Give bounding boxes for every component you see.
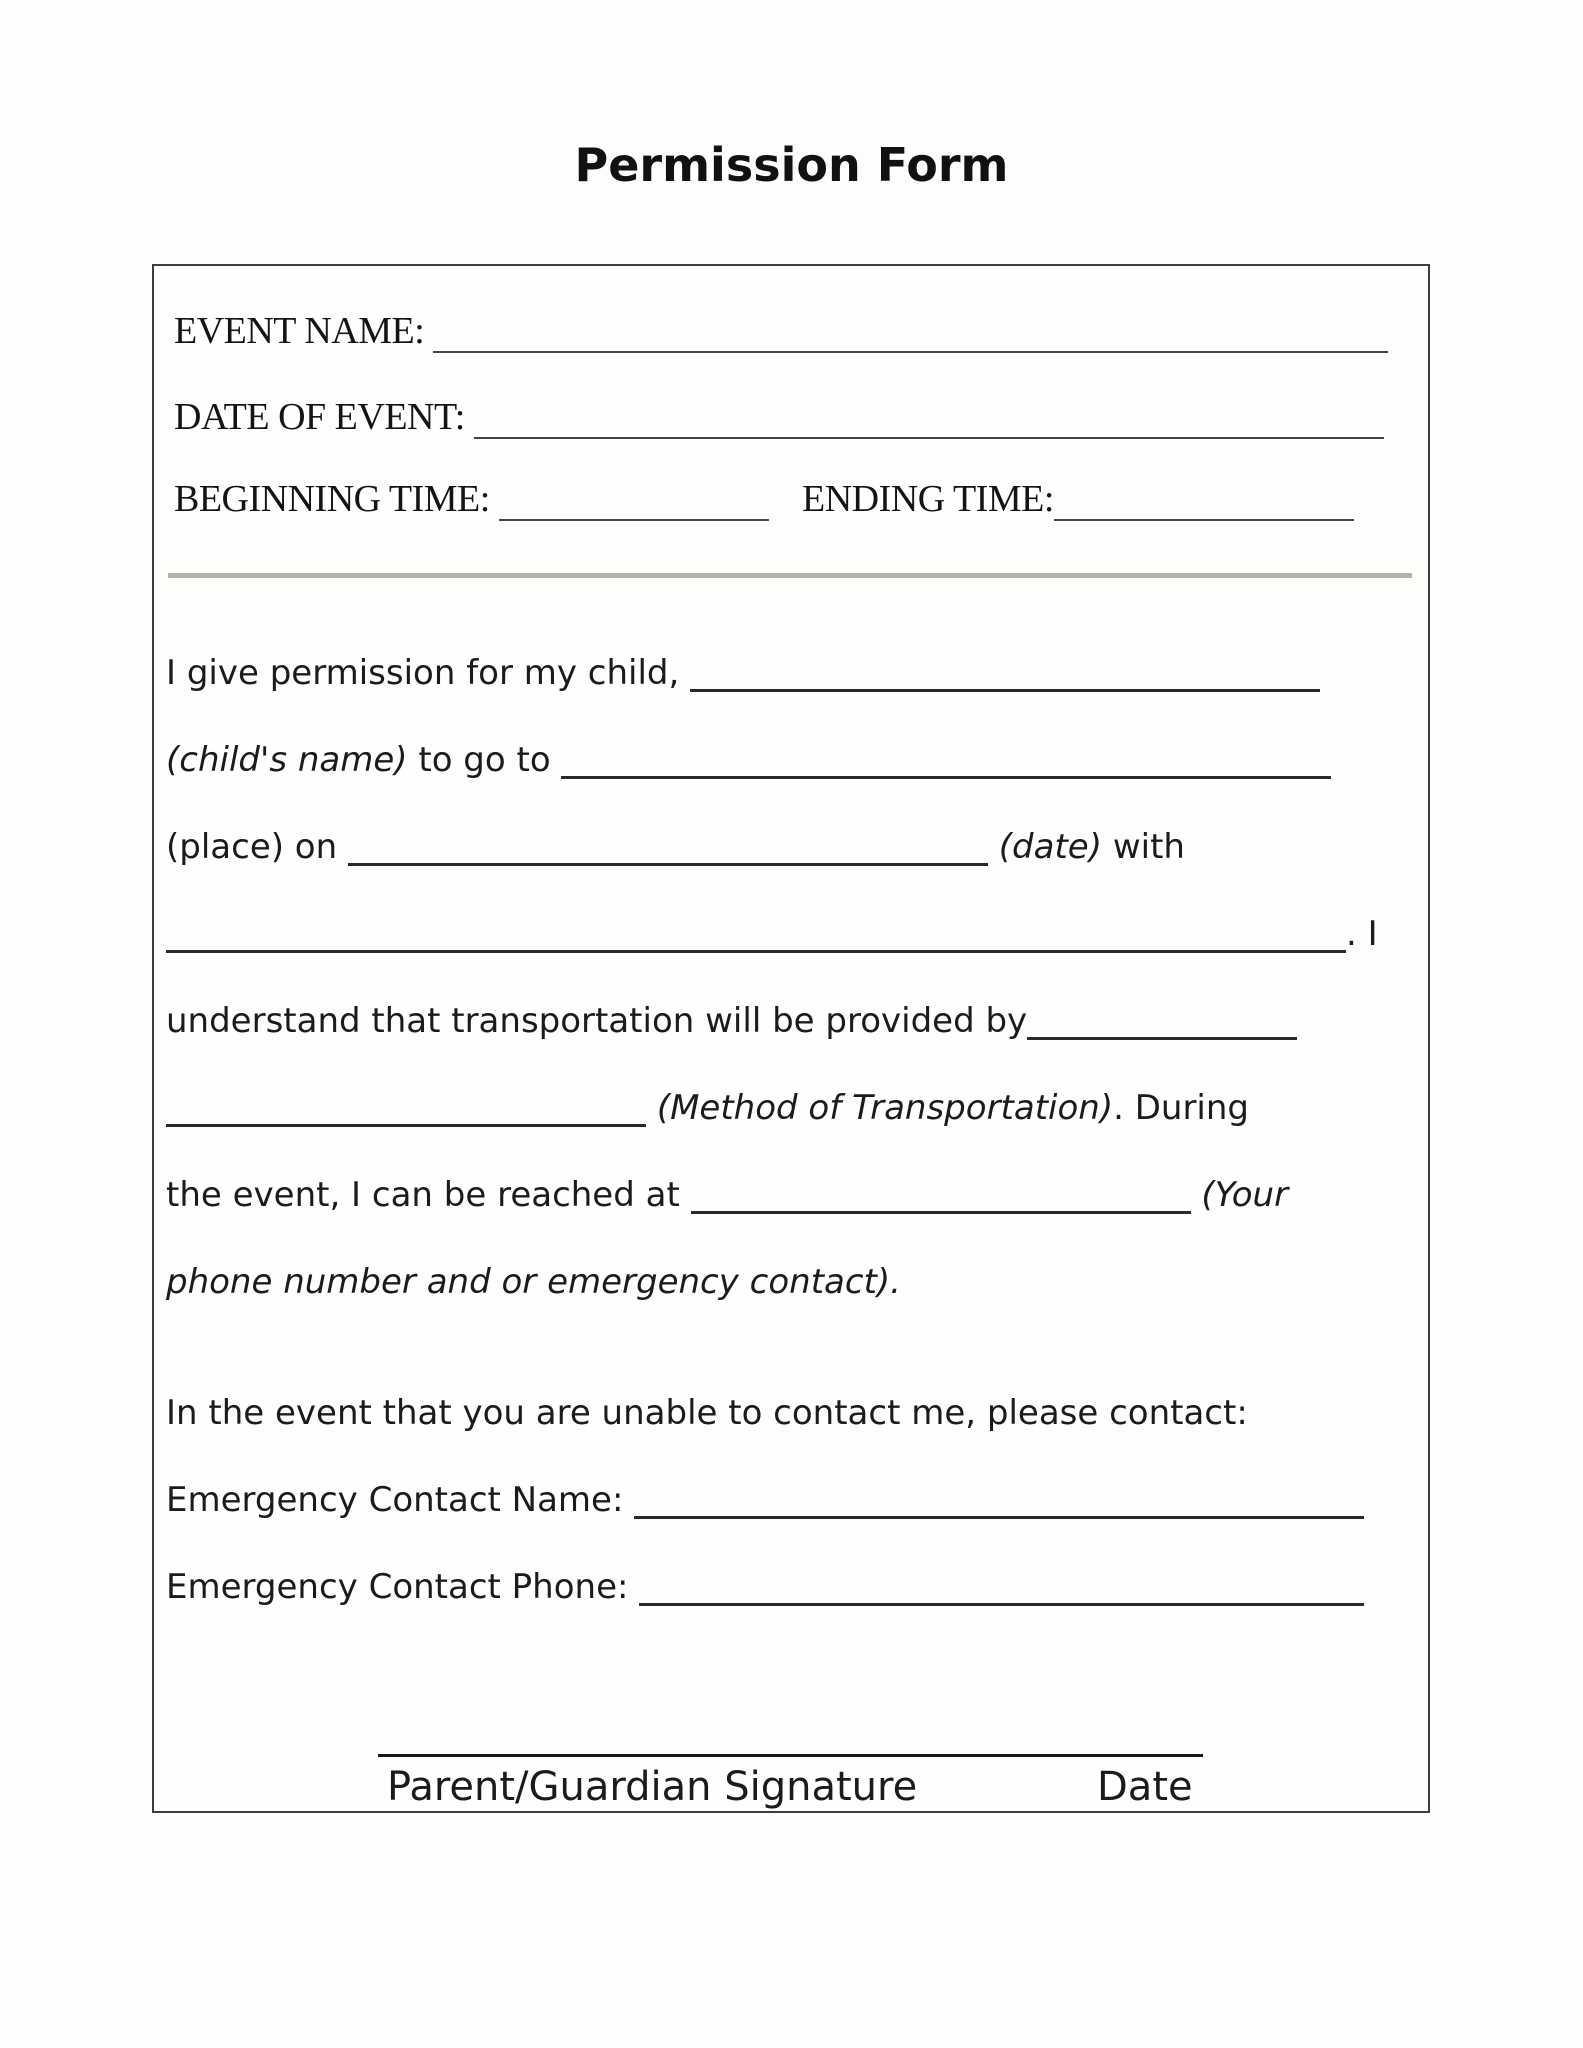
place-blank-line <box>561 776 1331 779</box>
form-box <box>152 264 1430 1813</box>
date-of-event-blank-line <box>474 437 1384 439</box>
section-divider <box>168 573 1412 578</box>
with-text: with <box>1112 827 1185 867</box>
event-name-label: EVENT NAME: <box>174 310 425 352</box>
date-hint: (date) <box>998 827 1102 867</box>
time-row <box>174 477 1416 521</box>
ending-time-group <box>802 477 1354 521</box>
emergency-name-row <box>166 1478 1416 1522</box>
beginning-time-label: BEGINNING TIME: <box>174 478 490 520</box>
line2-text: to go to <box>418 740 551 780</box>
date-of-event-label: DATE OF EVENT: <box>174 396 465 438</box>
ending-time-label: ENDING TIME: <box>802 478 1054 520</box>
during-text: . During <box>1113 1088 1250 1128</box>
method-of-transportation-hint: (Method of Transportation) <box>656 1088 1114 1128</box>
signature-line <box>378 1754 1203 1757</box>
permission-line-2 <box>166 738 1416 782</box>
date-label: Date <box>1097 1764 1193 1810</box>
childs-name-hint: (child's name) <box>166 740 408 780</box>
emergency-intro-text: In the event that you are unable to contact me, please contact: <box>166 1393 1248 1433</box>
transportation-text: understand that transportation will be provided by <box>166 1001 1028 1041</box>
date-blank-line <box>348 863 988 866</box>
permission-line-3 <box>166 825 1416 869</box>
your-hint: (Your <box>1201 1175 1289 1215</box>
childs-name-blank-line <box>690 689 1320 692</box>
date-of-event-row <box>174 395 1416 439</box>
period-i-text: . I <box>1346 914 1378 954</box>
emergency-intro-row <box>166 1391 1416 1435</box>
emergency-phone-row <box>166 1565 1416 1609</box>
permission-line-4 <box>166 912 1416 956</box>
place-on-text: (place) on <box>166 827 338 867</box>
chaperone-blank-line <box>166 950 1346 953</box>
permission-line-7 <box>166 1173 1416 1217</box>
ending-time-blank-line <box>1054 519 1354 521</box>
permission-line-1 <box>166 651 1416 695</box>
event-name-blank-line <box>433 351 1388 353</box>
emergency-name-blank-line <box>634 1516 1364 1519</box>
transportation-blank-line-1 <box>1027 1037 1297 1040</box>
permission-line-6 <box>166 1086 1416 1130</box>
line1-text: I give permission for my child, <box>166 653 680 693</box>
emergency-name-label: Emergency Contact Name: <box>166 1480 624 1520</box>
emergency-phone-label: Emergency Contact Phone: <box>166 1567 629 1607</box>
permission-line-5 <box>166 999 1416 1043</box>
permission-line-8 <box>166 1260 1416 1304</box>
signature-labels-row <box>154 1764 1428 1810</box>
transportation-blank-line-2 <box>166 1124 646 1127</box>
reached-at-text: the event, I can be reached at <box>166 1175 680 1215</box>
parent-guardian-signature-label: Parent/Guardian Signature <box>387 1764 918 1810</box>
phone-blank-line <box>691 1211 1191 1214</box>
form-title: Permission Form <box>574 138 1009 192</box>
phone-number-hint: phone number and or emergency contact). <box>166 1262 901 1302</box>
event-name-row <box>174 309 1416 353</box>
emergency-phone-blank-line <box>639 1603 1364 1606</box>
beginning-time-blank-line <box>499 519 769 521</box>
